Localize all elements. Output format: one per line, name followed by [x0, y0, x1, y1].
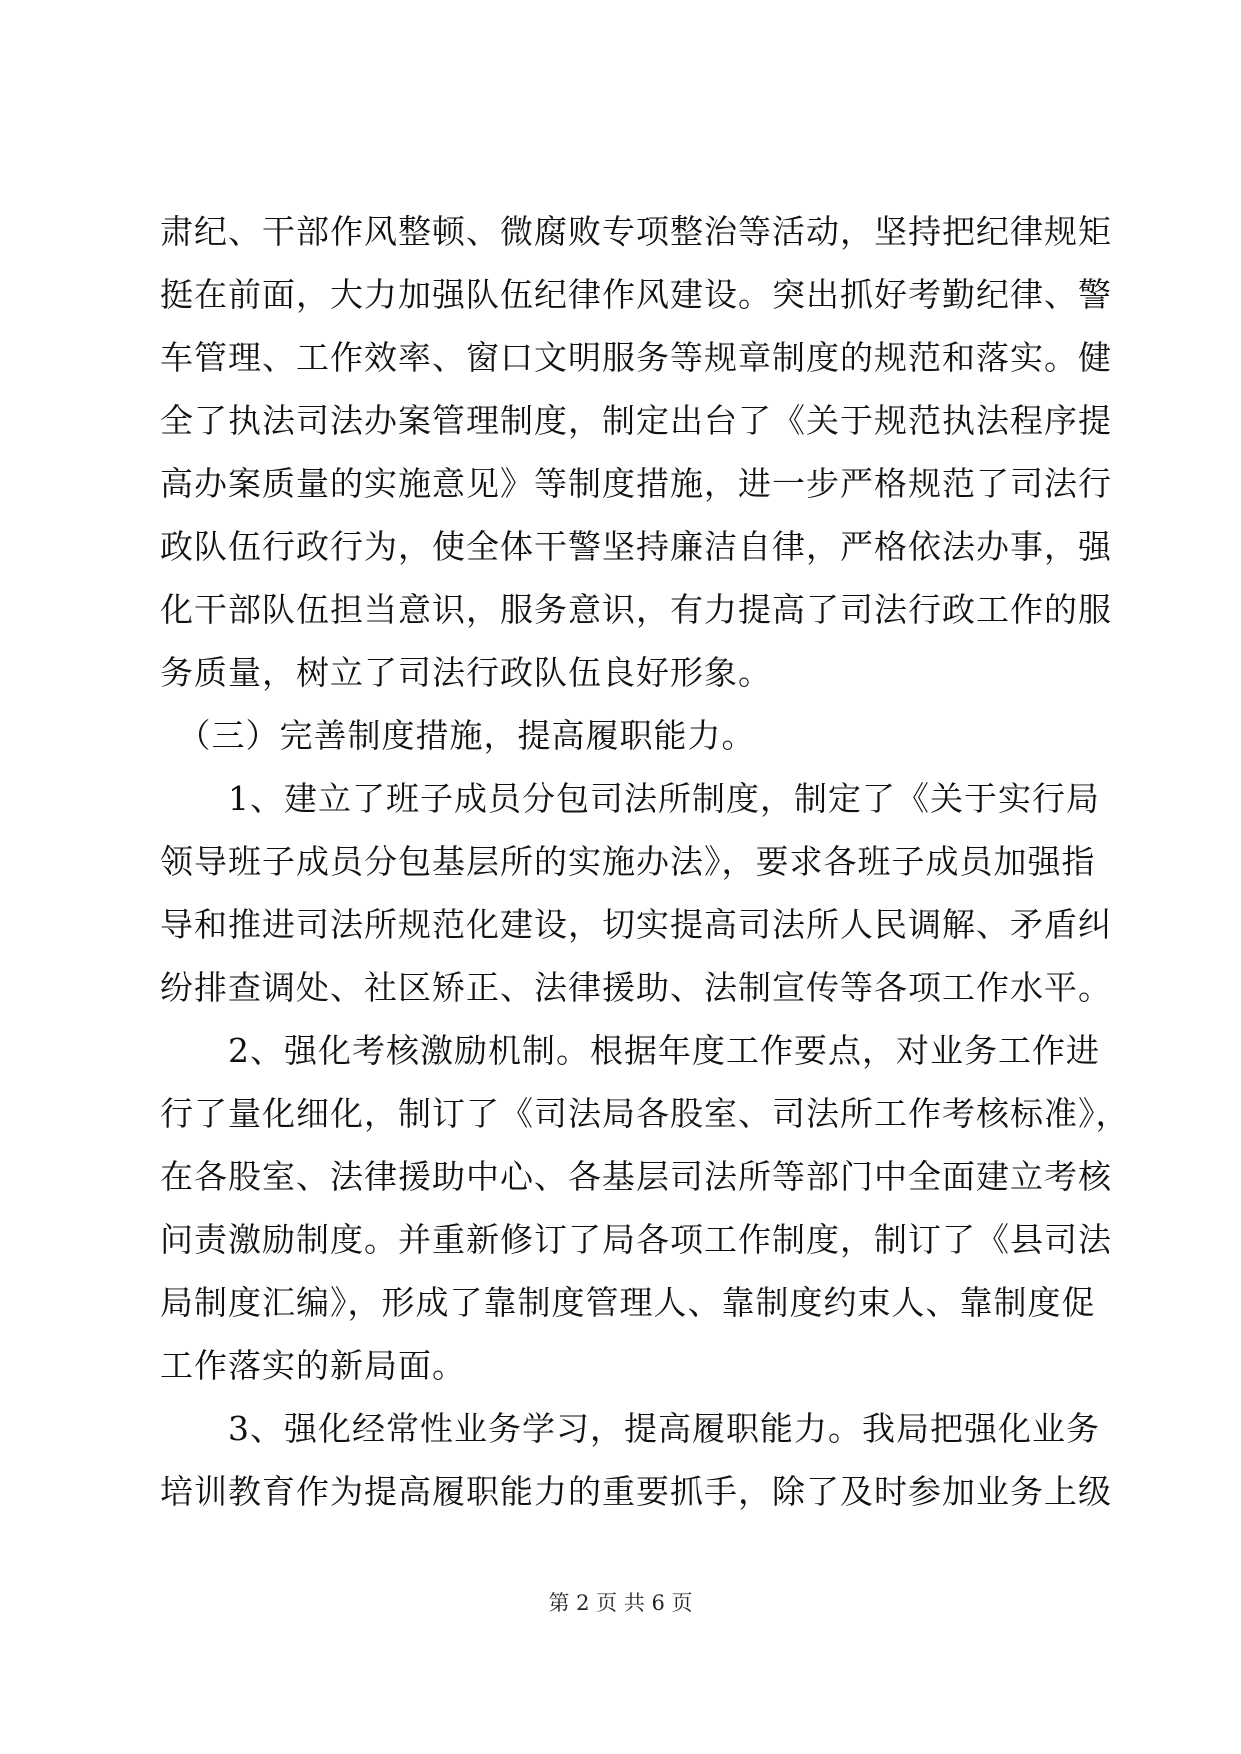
- text-line: 问责激励制度。并重新修订了局各项工作制度，制订了《县司法: [160, 1220, 1112, 1259]
- text-line: 化干部队伍担当意识，服务意识，有力提高了司法行政工作的服: [160, 590, 1112, 629]
- text-line: 车管理、工作效率、窗口文明服务等规章制度的规范和落实。健: [160, 338, 1112, 377]
- page-number-footer: 第 2 页 共 6 页: [548, 1591, 693, 1615]
- text-line: 局制度汇编》，形成了靠制度管理人、靠制度约束人、靠制度促: [160, 1283, 1096, 1322]
- text-line: 培训教育作为提高履职能力的重要抓手，除了及时参加业务上级: [160, 1472, 1112, 1511]
- text-line: 全了执法司法办案管理制度，制定出台了《关于规范执法程序提: [160, 401, 1112, 440]
- text-line: 3、强化经常性业务学习，提高履职能力。我局把强化业务: [160, 1409, 1100, 1448]
- text-line: 工作落实的新局面。: [160, 1346, 466, 1385]
- text-line: 在各股室、法律援助中心、各基层司法所等部门中全面建立考核: [160, 1157, 1112, 1196]
- text-line: 肃纪、干部作风整顿、微腐败专项整治等活动，坚持把纪律规矩: [160, 212, 1112, 251]
- text-line: 纷排查调处、社区矫正、法律援助、法制宣传等各项工作水平。: [160, 968, 1112, 1007]
- text-line: 领导班子成员分包基层所的实施办法》，要求各班子成员加强指: [160, 842, 1096, 881]
- text-line: 高办案质量的实施意见》等制度措施，进一步严格规范了司法行: [160, 464, 1112, 503]
- text-line: 行了量化细化，制订了《司法局各股室、司法所工作考核标准》，: [160, 1094, 1130, 1133]
- text-line: 务质量，树立了司法行政队伍良好形象。: [160, 653, 772, 692]
- section-heading: （三）完善制度措施，提高履职能力。: [160, 716, 756, 755]
- text-line: 挺在前面，大力加强队伍纪律作风建设。突出抓好考勤纪律、警: [160, 275, 1112, 314]
- text-line: 2、强化考核激励机制。根据年度工作要点，对业务工作进: [160, 1031, 1100, 1070]
- text-line: 导和推进司法所规范化建设，切实提高司法所人民调解、矛盾纠: [160, 905, 1112, 944]
- document-body: [160, 200, 1130, 1523]
- text-line: 政队伍行政行为，使全体干警坚持廉洁自律，严格依法办事，强: [160, 527, 1112, 566]
- text-line: 1、建立了班子成员分包司法所制度，制定了《关于实行局: [160, 779, 1100, 818]
